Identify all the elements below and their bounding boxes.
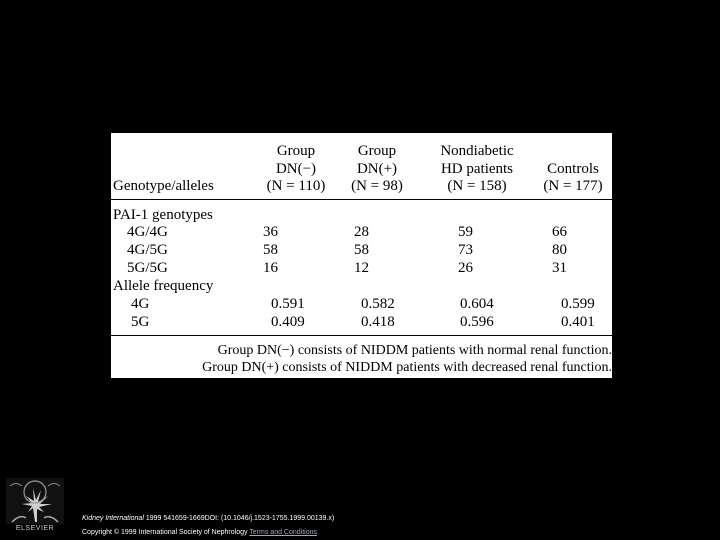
citation-line: [82, 514, 334, 524]
body-rule: [111, 335, 612, 336]
row-header-label: Genotype/alleles: [113, 178, 214, 194]
section-title-allele-frequency: Allele frequency: [113, 278, 214, 294]
cell-5g5g-c1: 16: [263, 260, 278, 276]
elsevier-wordmark: ELSEVIER: [15, 525, 55, 532]
citation-text: 1999 541659-1669DOI: (10.1046/j.1523-1755.1999.00139.x): [143, 515, 335, 522]
cell-5g-c2: 0.418: [361, 314, 395, 330]
col2-header-line2: DN(+): [356, 161, 398, 177]
cell-4g-c3: 0.604: [460, 296, 494, 312]
row-label-4g5g: 4G/5G: [127, 242, 168, 258]
copyright-text: Copyright © 1999 International Society of Nephrology: [82, 529, 250, 536]
col4-header-line2: Controls: [547, 161, 599, 177]
footnote-dn-minus: Group DN(−) consists of NIDDM patients with normal renal function.: [217, 343, 612, 358]
header-rule: [111, 199, 612, 200]
cell-4g-c1: 0.591: [271, 296, 305, 312]
citation-journal: Kidney International: [82, 515, 144, 522]
cell-4g4g-c4: 66: [552, 224, 567, 240]
col3-header-line1: Nondiabetic: [440, 143, 514, 159]
col4-header-line3: (N = 177): [543, 178, 603, 194]
cell-4g-c2: 0.582: [361, 296, 395, 312]
cell-4g5g-c1: 58: [263, 242, 278, 258]
row-label-5g5g: 5G/5G: [127, 260, 168, 276]
cell-5g5g-c3: 26: [458, 260, 473, 276]
row-label-4g: 4G: [131, 296, 150, 312]
copyright-line: [82, 528, 317, 538]
cell-4g5g-c3: 73: [458, 242, 473, 258]
table-figure: [111, 133, 612, 378]
row-label-5g: 5G: [131, 314, 150, 330]
col3-header-line2: HD patients: [440, 161, 514, 177]
row-label-4g4g: 4G/4G: [127, 224, 168, 240]
col1-header-line3: (N = 110): [266, 178, 326, 194]
col2-header-line1: Group: [357, 143, 397, 159]
cell-5g5g-c4: 31: [552, 260, 567, 276]
cell-4g4g-c3: 59: [458, 224, 473, 240]
footnote-dn-plus: Group DN(+) consists of NIDDM patients with decreased renal function.: [202, 360, 612, 375]
cell-5g5g-c2: 12: [354, 260, 369, 276]
cell-5g-c4: 0.401: [561, 314, 595, 330]
cell-4g5g-c4: 80: [552, 242, 567, 258]
col1-header-line2: DN(−): [275, 161, 317, 177]
cell-4g4g-c1: 36: [263, 224, 278, 240]
cell-5g-c1: 0.409: [271, 314, 305, 330]
col3-header-line3: (N = 158): [447, 178, 507, 194]
terms-and-conditions-link[interactable]: Terms and Conditions: [249, 529, 317, 536]
section-title-genotypes: PAI-1 genotypes: [113, 207, 213, 223]
cell-4g-c4: 0.599: [561, 296, 595, 312]
cell-4g4g-c2: 28: [354, 224, 369, 240]
cell-4g5g-c2: 58: [354, 242, 369, 258]
col1-header-line1: Group: [276, 143, 316, 159]
col2-header-line3: (N = 98): [351, 178, 403, 194]
cell-5g-c3: 0.596: [460, 314, 494, 330]
